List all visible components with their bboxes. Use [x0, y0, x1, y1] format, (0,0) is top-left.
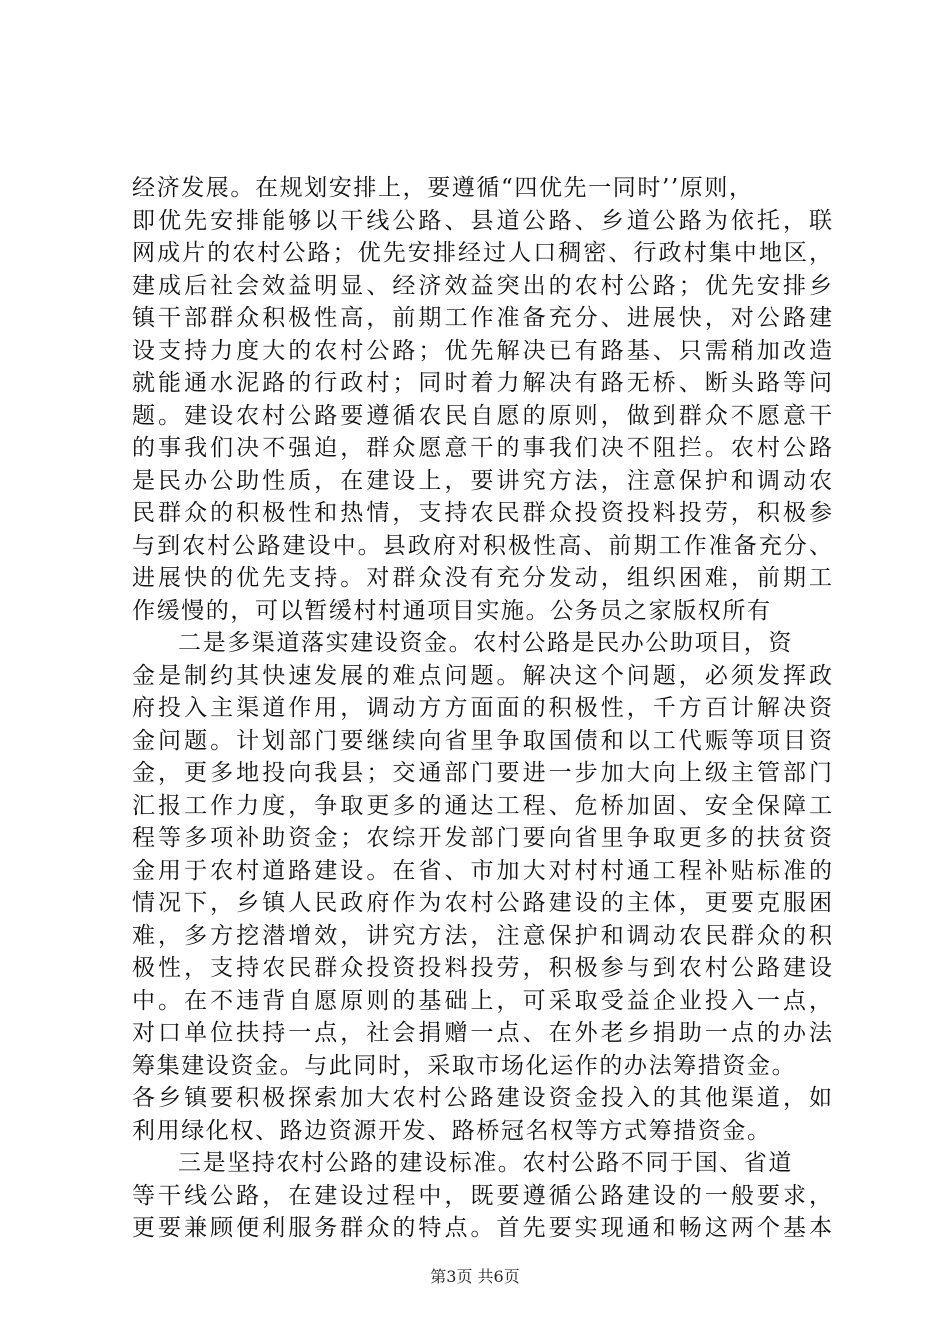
text-line: 对口单位扶持一点，社会捐赠一点、在外老乡捐助一点的办法	[132, 1020, 832, 1046]
text-line: 进展快的优先支持。对群众没有充分发动，组织困难，前期工	[132, 565, 832, 591]
text-line: 设支持力度大的农村公路；优先解决已有路基、只需稍加改造	[132, 337, 832, 364]
text-line: 更要兼顾便利服务群众的特点。首先要实现通和畅这两个基本	[132, 1215, 832, 1241]
text-line: 网成片的农村公路；优先安排经过人口稠密、行政村集中地区，	[132, 240, 832, 266]
text-line: 建成后社会效益明显、经济效益突出的农村公路；优先安排乡	[132, 272, 832, 299]
text-line: 利用绿化权、路边资源开发、路桥冠名权等方式筹措资金。	[132, 1117, 772, 1144]
page-number: 第3页 共6页	[430, 1267, 520, 1286]
document-body	[132, 172, 832, 1245]
text-line: 汇报工作力度，争取更多的通达工程、危桥加固、安全保障工	[132, 792, 832, 819]
text-line: 民群众的积极性和热情，支持农民群众投资投料投劳，积极参	[132, 500, 832, 526]
text-line: 中。在不违背自愿原则的基础上，可采取受益企业投入一点，	[132, 987, 832, 1014]
text-line: 题。建设农村公路要遵循农民自愿的原则，做到群众不愿意干	[132, 402, 832, 429]
paragraph-start-line: 三是坚持农村公路的建设标准。农村公路不同于国、省道	[178, 1150, 793, 1176]
text-line: 金，更多地投向我县；交通部门要进一步加大向上级主管部门	[132, 760, 832, 786]
text-line: 的事我们决不强迫，群众愿意干的事我们决不阻拦。农村公路	[132, 435, 832, 461]
text-line: 镇干部群众积极性高，前期工作准备充分、进展快，对公路建	[132, 305, 832, 331]
text-line: 与到农村公路建设中。县政府对积极性高、前期工作准备充分、	[132, 532, 832, 559]
text-line: 即优先安排能够以干线公路、县道公路、乡道公路为依托，联	[132, 207, 832, 234]
text-line: 府投入主渠道作用，调动方方面面的积极性，千方百计解决资	[132, 695, 832, 721]
text-line: 金问题。计划部门要继续向省里争取国债和以工代赈等项目资	[132, 727, 832, 754]
text-line: 等干线公路，在建设过程中，既要遵循公路建设的一般要求，	[132, 1182, 832, 1209]
text-line: 程等多项补助资金；农综开发部门要向省里争取更多的扶贫资	[132, 825, 832, 851]
text-line: 经济发展。在规划安排上，要遵循“四优先一同时’’原则，	[132, 175, 754, 201]
text-line: 是民办公助性质，在建设上，要讲究方法，注意保护和调动农	[132, 467, 832, 494]
text-line: 难，多方挖潜增效，讲究方法，注意保护和调动农民群众的积	[132, 922, 832, 949]
text-line: 作缓慢的，可以暂缓村村通项目实施。公务员之家版权所有	[132, 597, 772, 624]
paragraph-start-line: 二是多渠道落实建设资金。农村公路是民办公助项目，资	[178, 630, 793, 656]
text-line: 金是制约其快速发展的难点问题。解决这个问题，必须发挥政	[132, 662, 832, 689]
page-footer	[0, 1267, 950, 1287]
text-line: 极性，支持农民群众投资投料投劳，积极参与到农村公路建设	[132, 955, 832, 981]
text-line: 情况下，乡镇人民政府作为农村公路建设的主体，更要克服困	[132, 890, 832, 916]
text-line: 筹集建设资金。与此同时，采取市场化运作的办法筹措资金。	[132, 1052, 797, 1079]
text-line: 金用于农村道路建设。在省、市加大对村村通工程补贴标准的	[132, 857, 832, 884]
text-line: 就能通水泥路的行政村；同时着力解决有路无桥、断头路等问	[132, 370, 832, 396]
text-line: 各乡镇要积极探索加大农村公路建设资金投入的其他渠道，如	[132, 1085, 832, 1111]
